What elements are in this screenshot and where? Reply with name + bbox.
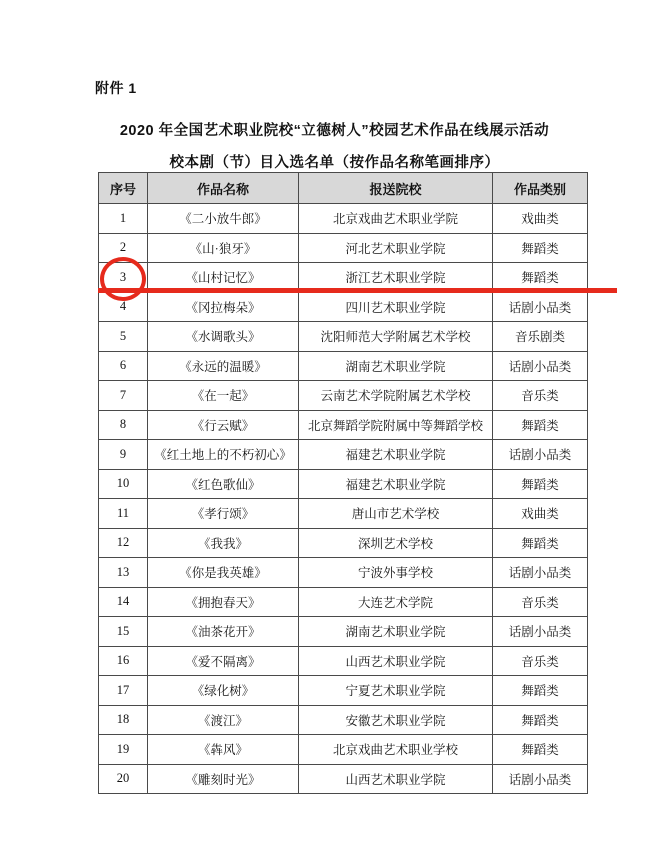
cell-school: 湖南艺术职业学院 (299, 617, 493, 647)
cell-index: 14 (99, 587, 148, 617)
table-header-row (99, 173, 588, 204)
cell-school: 宁波外事学校 (299, 558, 493, 588)
cell-category: 舞蹈类 (493, 528, 588, 558)
cell-category: 音乐类 (493, 587, 588, 617)
cell-index: 16 (99, 646, 148, 676)
table-row (99, 499, 588, 529)
cell-index: 5 (99, 322, 148, 352)
table-row (99, 381, 588, 411)
cell-work-title: 《二小放牛郎》 (148, 204, 299, 234)
cell-index: 12 (99, 528, 148, 558)
cell-work-title: 《雕刻时光》 (148, 764, 299, 794)
cell-work-title: 《我我》 (148, 528, 299, 558)
cell-category: 舞蹈类 (493, 735, 588, 765)
table-row (99, 617, 588, 647)
cell-index: 1 (99, 204, 148, 234)
cell-category: 话剧小品类 (493, 617, 588, 647)
cell-category: 戏曲类 (493, 204, 588, 234)
cell-school: 北京戏曲艺术职业学院 (299, 204, 493, 234)
cell-category: 音乐类 (493, 381, 588, 411)
table-row (99, 440, 588, 470)
table-row (99, 646, 588, 676)
cell-work-title: 《冈拉梅朵》 (148, 292, 299, 322)
cell-work-title: 《山·狼牙》 (148, 233, 299, 263)
cell-category: 舞蹈类 (493, 410, 588, 440)
cell-school: 深圳艺术学校 (299, 528, 493, 558)
cell-work-title: 《山村记忆》 (148, 263, 299, 293)
cell-index: 11 (99, 499, 148, 529)
table-row (99, 233, 588, 263)
doc-title-line2: 校本剧（节）目入选名单（按作品名称笔画排序） (169, 155, 500, 171)
cell-work-title: 《爱不隔离》 (148, 646, 299, 676)
cell-school: 北京舞蹈学院附属中等舞蹈学校 (299, 410, 493, 440)
table-row (99, 410, 588, 440)
cell-index: 4 (99, 292, 148, 322)
cell-school: 沈阳师范大学附属艺术学校 (299, 322, 493, 352)
cell-school: 福建艺术职业学院 (299, 440, 493, 470)
table-row (99, 528, 588, 558)
cell-category: 舞蹈类 (493, 469, 588, 499)
cell-category: 话剧小品类 (493, 558, 588, 588)
cell-school: 河北艺术职业学院 (299, 233, 493, 263)
cell-school: 山西艺术职业学院 (299, 764, 493, 794)
header-work-title: 作品名称 (148, 173, 299, 204)
cell-index: 15 (99, 617, 148, 647)
cell-school: 唐山市艺术学校 (299, 499, 493, 529)
cell-index: 2 (99, 233, 148, 263)
cell-work-title: 《拥抱春天》 (148, 587, 299, 617)
cell-school: 湖南艺术职业学院 (299, 351, 493, 381)
table-row (99, 735, 588, 765)
cell-work-title: 《绿化树》 (148, 676, 299, 706)
cell-category: 音乐类 (493, 646, 588, 676)
table-row (99, 587, 588, 617)
cell-work-title: 《在一起》 (148, 381, 299, 411)
table-row (99, 204, 588, 234)
header-school: 报送院校 (299, 173, 493, 204)
cell-school: 大连艺术学院 (299, 587, 493, 617)
cell-index: 13 (99, 558, 148, 588)
cell-school: 云南艺术学院附属艺术学校 (299, 381, 493, 411)
cell-category: 话剧小品类 (493, 292, 588, 322)
cell-school: 山西艺术职业学院 (299, 646, 493, 676)
cell-school: 四川艺术职业学院 (299, 292, 493, 322)
cell-school: 安徽艺术职业学院 (299, 705, 493, 735)
cell-work-title: 《行云赋》 (148, 410, 299, 440)
cell-work-title: 《永远的温暖》 (148, 351, 299, 381)
header-index: 序号 (99, 173, 148, 204)
table-row (99, 351, 588, 381)
cell-work-title: 《你是我英雄》 (148, 558, 299, 588)
cell-category: 话剧小品类 (493, 351, 588, 381)
table-row (99, 676, 588, 706)
cell-index: 10 (99, 469, 148, 499)
red-circle-annotation (100, 257, 146, 301)
table-row (99, 322, 588, 352)
cell-index: 3 (99, 263, 148, 293)
cell-school: 宁夏艺术职业学院 (299, 676, 493, 706)
selection-list-table (98, 172, 588, 794)
cell-work-title: 《红土地上的不朽初心》 (148, 440, 299, 470)
table-row (99, 558, 588, 588)
table-row (99, 705, 588, 735)
cell-category: 音乐剧类 (493, 322, 588, 352)
cell-school: 福建艺术职业学院 (299, 469, 493, 499)
doc-title-line1: 2020 年全国艺术职业院校“立德树人”校园艺术作品在线展示活动 (119, 123, 550, 139)
cell-work-title: 《水调歌头》 (148, 322, 299, 352)
red-underline-annotation (98, 288, 617, 293)
cell-category: 舞蹈类 (493, 263, 588, 293)
cell-category: 话剧小品类 (493, 764, 588, 794)
cell-category: 舞蹈类 (493, 676, 588, 706)
cell-school: 北京戏曲艺术职业学校 (299, 735, 493, 765)
cell-index: 20 (99, 764, 148, 794)
cell-school: 浙江艺术职业学院 (299, 263, 493, 293)
cell-index: 8 (99, 410, 148, 440)
table-row (99, 292, 588, 322)
cell-category: 戏曲类 (493, 499, 588, 529)
cell-work-title: 《红色歌仙》 (148, 469, 299, 499)
attachment-label: 附件 1 (95, 80, 137, 96)
cell-index: 19 (99, 735, 148, 765)
cell-work-title: 《渡江》 (148, 705, 299, 735)
cell-index: 18 (99, 705, 148, 735)
table-row (99, 764, 588, 794)
header-category: 作品类别 (493, 173, 588, 204)
cell-category: 舞蹈类 (493, 233, 588, 263)
cell-work-title: 《犇风》 (148, 735, 299, 765)
cell-index: 9 (99, 440, 148, 470)
cell-work-title: 《孝行颂》 (148, 499, 299, 529)
cell-index: 17 (99, 676, 148, 706)
cell-index: 7 (99, 381, 148, 411)
cell-category: 话剧小品类 (493, 440, 588, 470)
cell-index: 6 (99, 351, 148, 381)
cell-category: 舞蹈类 (493, 705, 588, 735)
cell-work-title: 《油茶花开》 (148, 617, 299, 647)
table-row (99, 469, 588, 499)
